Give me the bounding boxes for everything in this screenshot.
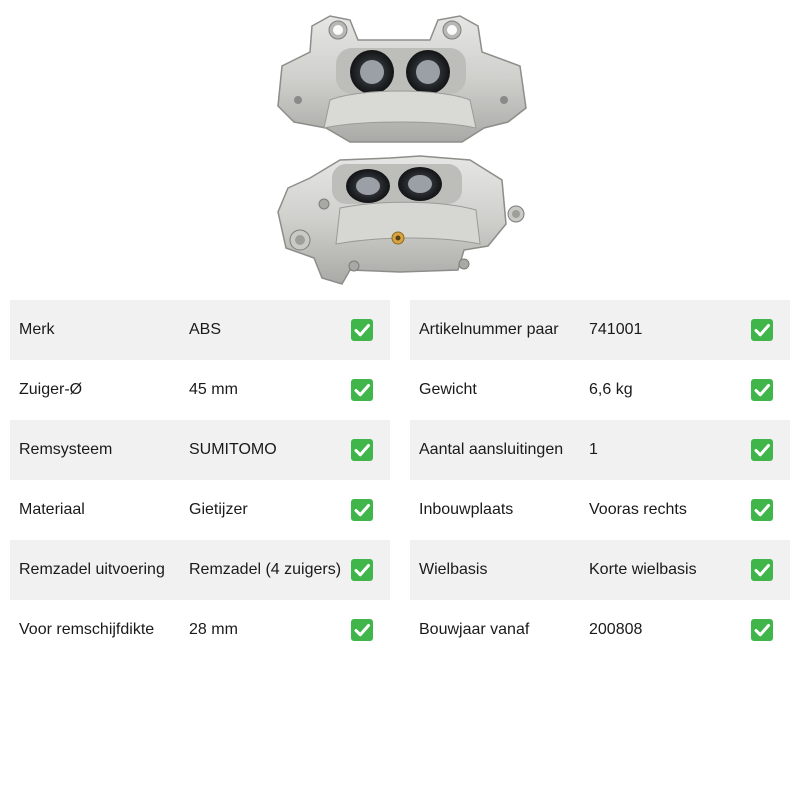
- check-icon: [750, 378, 774, 402]
- spec-row: [410, 360, 790, 420]
- spec-value: Gietijzer: [189, 501, 248, 518]
- spec-value: 1: [589, 441, 598, 458]
- spec-label: Gewicht: [419, 381, 477, 398]
- spec-label: Remsysteem: [19, 441, 113, 458]
- check-icon: [750, 438, 774, 462]
- spec-value: 6,6 kg: [589, 381, 633, 398]
- product-photo: [270, 8, 532, 290]
- spec-label: Artikelnummer paar: [419, 321, 559, 338]
- spec-row: [10, 360, 390, 420]
- spec-table-right: [410, 300, 790, 660]
- spec-row: [10, 420, 390, 480]
- spec-label: Voor remschijfdikte: [19, 621, 155, 638]
- spec-value: Remzadel (4 zuigers): [189, 561, 342, 578]
- spec-value: 28 mm: [189, 621, 238, 638]
- spec-label: Aantal aansluitingen: [419, 441, 564, 458]
- spec-label: Merk: [19, 321, 55, 338]
- caliper-top: [278, 16, 526, 142]
- spec-value: 200808: [589, 621, 643, 638]
- spec-row: [10, 600, 390, 660]
- check-icon: [350, 318, 374, 342]
- spec-table-left: [10, 300, 390, 660]
- check-icon: [350, 438, 374, 462]
- spec-row: [410, 480, 790, 540]
- spec-row: [410, 600, 790, 660]
- caliper-bottom: [278, 156, 524, 284]
- check-icon: [350, 498, 374, 522]
- check-icon: [750, 498, 774, 522]
- check-icon: [350, 618, 374, 642]
- spec-value: 45 mm: [189, 381, 238, 398]
- spec-value: 741001: [589, 321, 643, 338]
- check-icon: [750, 318, 774, 342]
- spec-label: Materiaal: [19, 501, 85, 518]
- spec-value: Korte wielbasis: [589, 561, 697, 578]
- check-icon: [750, 618, 774, 642]
- spec-row: [10, 480, 390, 540]
- spec-row: [10, 300, 390, 360]
- spec-value: Vooras rechts: [589, 501, 687, 518]
- check-icon: [750, 558, 774, 582]
- spec-label: Bouwjaar vanaf: [419, 621, 530, 638]
- check-icon: [350, 378, 374, 402]
- spec-row: [410, 540, 790, 600]
- spec-label: Inbouwplaats: [419, 501, 514, 518]
- spec-value: SUMITOMO: [189, 441, 277, 458]
- spec-row: [10, 540, 390, 600]
- brake-caliper-illustration: [270, 8, 532, 290]
- spec-label: Zuiger-Ø: [19, 381, 83, 398]
- check-icon: [350, 558, 374, 582]
- spec-row: [410, 300, 790, 360]
- spec-label: Remzadel uitvoering: [19, 561, 165, 578]
- spec-row: [410, 420, 790, 480]
- spec-value: ABS: [189, 321, 222, 338]
- spec-label: Wielbasis: [419, 561, 488, 578]
